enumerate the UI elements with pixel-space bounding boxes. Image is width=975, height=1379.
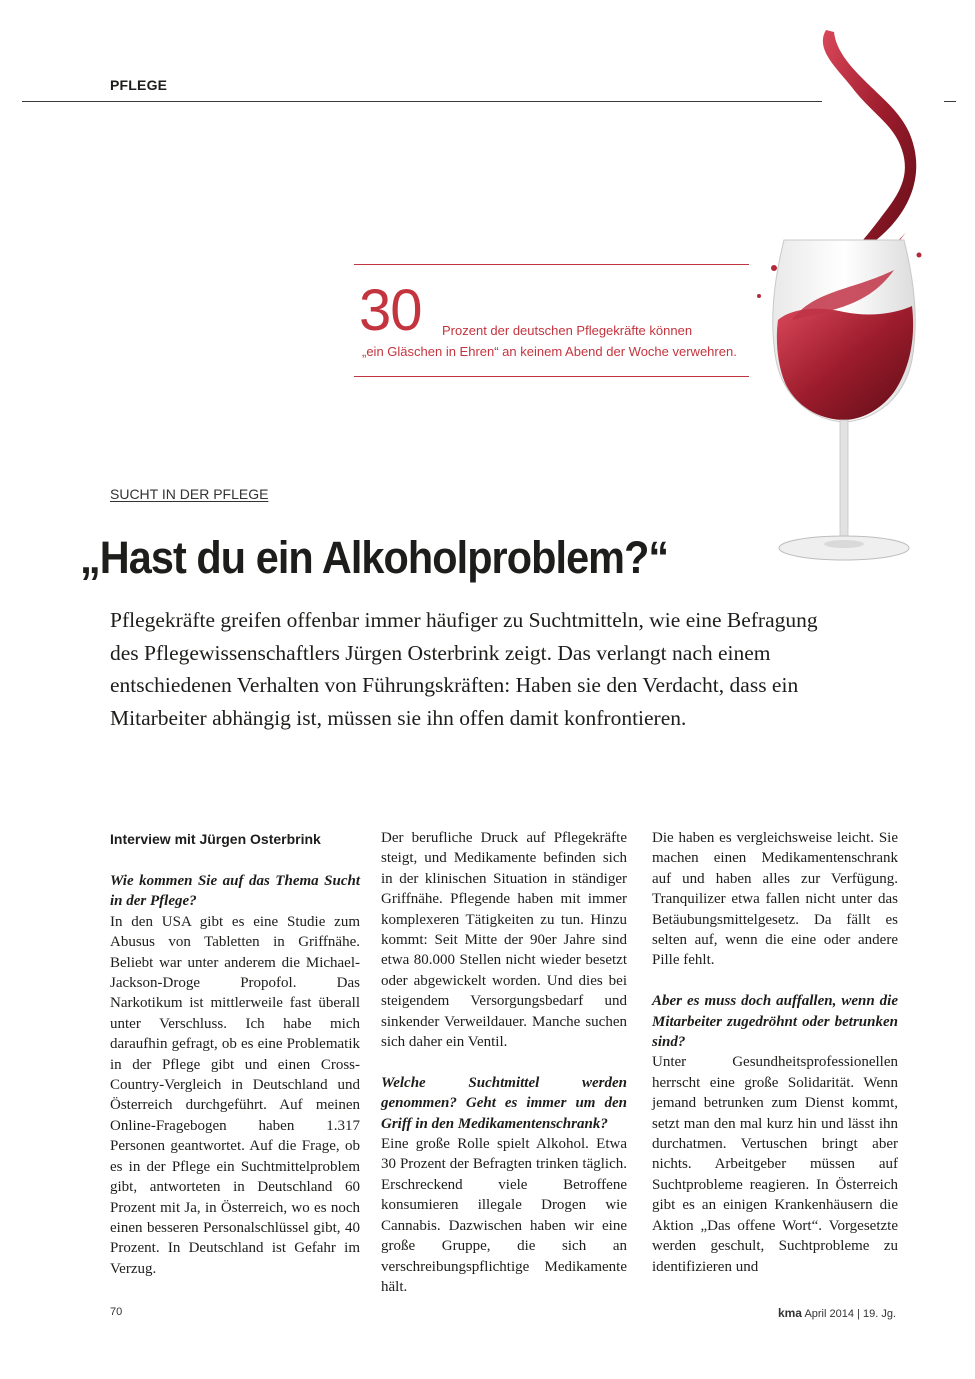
interview-answer: Der berufliche Druck auf Pflegekräfte steigt, und Medikamente befinden sich in der klinischen Situation in ständiger Griffnähe. Pflegende haben mit immer komplexeren Tätigkeiten zu tun. Hinzu kommt: Seit Mitte der 90er Jahre sind etwa 80.000 Stellen nicht wieder besetzt oder abgewickelt worden. Und dies bei steigendem Versorgungsbedarf und sinkender Verweildauer. Manche suchen sich daher ein Ventil. xyxy=(381,830,627,1051)
article-lead xyxy=(110,604,830,734)
lead-line: entschiedenen Verhalten von Führungskräften: Haben sie den Verdacht, dass ein xyxy=(110,673,799,697)
brand-logo: kma xyxy=(777,1306,802,1320)
article-kicker: SUCHT IN DER PFLEGE xyxy=(110,486,269,502)
lead-line: Mitarbeiter abhängig ist, müssen sie ihn offen damit konfrontieren. xyxy=(110,705,687,730)
callout-text-line2: „ein Gläschen in Ehren“ an keinem Abend der Woche verwehren. xyxy=(362,344,737,359)
interview-answer: Die haben es vergleichsweise leicht. Sie machen einen Medikamentenschrank auf und haben alles zur Verfügung. Tranquilizer etwa fallen nicht unter das Betäubungsmittelgesetz. Da fällt es selten auf, wenn die eine oder andere Pille fehlt. xyxy=(652,830,898,969)
byline: Interview mit Jürgen Osterbrink xyxy=(110,831,321,847)
callout-rule-top xyxy=(354,264,749,265)
interview-answer: Unter Gesundheitsprofessionellen herrscht eine große Solidarität. Wenn jemand betrunken zum Dienst kommt, setzt man den mal kurz hin und lässt ihn durchatmen. Vertuschen bringt aber nichts. Arbeitgeber müssen auf Suchtprobleme reagieren. In Österreich gibt es an einigen Krankenhäusern die Aktion „Das offene Wort“. Vorgesetzte werden geschult, Suchtprobleme zu identifizieren und xyxy=(652,1054,898,1275)
text-column-3 xyxy=(652,828,898,1277)
header-rule xyxy=(22,101,822,102)
lead-line: Pflegekräfte greifen offenbar immer häufiger zu Suchtmitteln, wie eine Befragung xyxy=(110,608,818,632)
callout-rule-bottom xyxy=(354,376,749,377)
lead-line: des Pflegewissenschaftlers Jürgen Osterbrink zeigt. Das verlangt nach einem xyxy=(110,640,771,665)
interview-question: Aber es muss doch auffallen, wenn die Mitarbeiter zugedröhnt oder betrunken sind? xyxy=(652,993,898,1051)
callout-number: 30 xyxy=(359,278,422,343)
article-headline: „Hast du ein Alkoholproblem?“ xyxy=(80,532,669,583)
issue-date: April 2014 xyxy=(804,1308,854,1320)
footer-masthead xyxy=(778,1306,896,1320)
section-label: PFLEGE xyxy=(110,77,168,93)
footer-separator: | xyxy=(857,1308,860,1320)
interview-question: Welche Suchtmittel werden genommen? Geht es immer um den Griff in den Medikamentenschrank? xyxy=(381,1074,627,1132)
wine-glass-illustration xyxy=(744,20,954,600)
volume: 19. Jg. xyxy=(862,1308,896,1320)
interview-answer: In den USA gibt es eine Studie zum Abusus von Tabletten in Griffnähe. Beliebt war unter anderem die Michael-Jackson-Droge Propofol. Das Narkotikum ist mittlerweile fast überall unter Verschluss. Ich habe mich daraufhin gefragt, ob es eine Problematik in der Pflege gibt und einen Cross-Country-Vergleich in Deutschland und Österreich durchgeführt. Auf meinen Online-Fragebogen haben 1.317 Personen geantwortet. Auf die Frage, ob es in der Pflege ein Suchtmittelproblem gibt, antworteten in Deutschland 60 Prozent mit Ja, in Österreich, wo es noch einen besseren Personalschlüssel gibt, 40 Prozent. In Deutschland ist Gefahr im Verzug. xyxy=(110,913,360,1277)
interview-question: Wie kommen Sie auf das Thema Sucht in der Pflege? xyxy=(110,873,360,910)
interview-answer: Eine große Rolle spielt Alkohol. Etwa 30 Prozent der Befragten trinken täglich. Erschreckend viele Betroffene konsumieren illegale Drogen wie Cannabis. Dazwischen haben wir eine große Gruppe, die sich an verschreibungspflichtige Medikamente hält. xyxy=(381,1136,627,1295)
callout-text-line1: Prozent der deutschen Pflegekräfte können xyxy=(442,323,693,338)
page-number: 70 xyxy=(110,1306,123,1318)
text-column-2 xyxy=(381,828,627,1297)
text-column-1 xyxy=(110,828,360,1279)
